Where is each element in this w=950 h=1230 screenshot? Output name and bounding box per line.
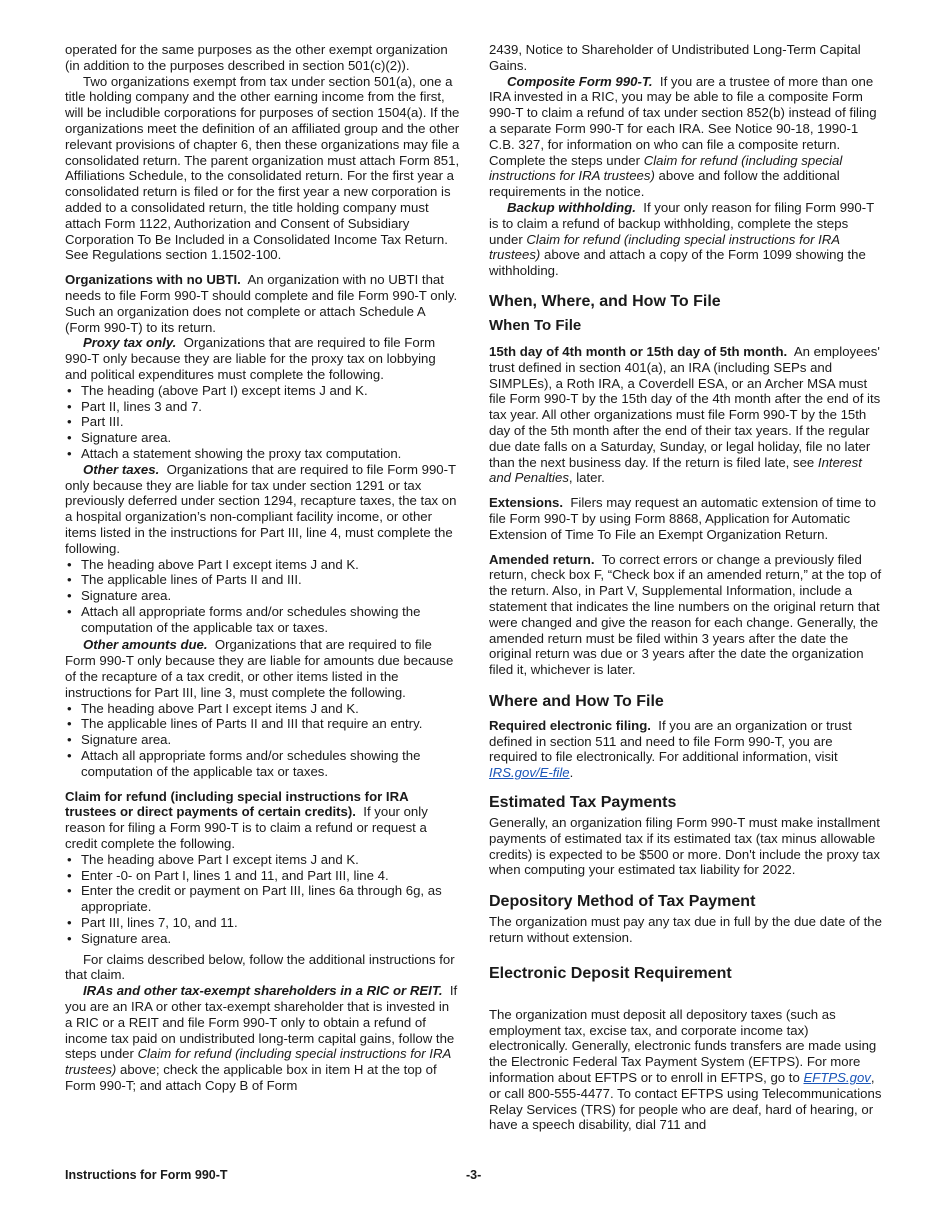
left-column xyxy=(65,42,460,1094)
section-text: Organizations that are required to file Form 990-T only because they are liable for tax under section 1291 or tax previously deferred under section 1294, recapture taxes, the tax on a hospital organization’s non-compliant facility income, or other items listed in the instructions for Part III, line 4, must complete the following. xyxy=(65,461,457,556)
list-item: • Part II, lines 3 and 7. xyxy=(65,399,460,415)
section-heading: 15th day of 4th month or 15th day of 5th month. xyxy=(489,343,788,359)
section-heading: IRAs and other tax-exempt shareholders in a RIC or REIT. xyxy=(83,983,443,999)
due-date-section xyxy=(489,344,884,486)
section-text: If you are an organization or trust defined in section 511 and need to file Form 990-T, you are required to file electronically. For additional information, visit xyxy=(489,717,852,765)
section-heading: Required electronic filing. xyxy=(489,717,651,733)
list-item: • Part III. xyxy=(65,414,460,430)
list-item: • The heading (above Part I) except items J and K. xyxy=(65,383,460,399)
section-text: The organization must deposit all depository taxes (such as employment tax, excise tax, and corporate income tax) electronically. Generally, electronic funds transfers are made using the Electronic Federal Tax Payment System (EFTPS). For more information about EFTPS or to enroll in EFTPS, go to xyxy=(489,1006,877,1086)
list-item: • Enter -0- on Part I, lines 1 and 11, and Part III, line 4. xyxy=(65,868,460,884)
section-heading: Other amounts due. xyxy=(83,637,208,653)
electronic-filing-section xyxy=(489,718,884,781)
section-title: Where and How To File xyxy=(489,692,664,710)
list-item: • Attach all appropriate forms and/or schedules showing the computation of the applicable tax or taxes. xyxy=(65,604,460,636)
section-text: If you are an IRA or other tax-exempt shareholder that is invested in a RIC or a REIT and file Form 990-T only to obtain a refund of income tax paid on undistributed long-term capital gains, follow the steps under xyxy=(65,983,458,1062)
no-ubti-section xyxy=(65,272,460,335)
section-heading: Claim for refund (including special instructions for IRA trustees or direct payments of certain credits). xyxy=(65,788,409,820)
list-item: • The heading above Part I except items J and K. xyxy=(65,701,460,717)
eftps-link[interactable]: EFTPS.gov xyxy=(803,1070,871,1086)
other-taxes-section xyxy=(65,462,460,557)
composite-section xyxy=(489,74,884,200)
section-heading: Proxy tax only. xyxy=(83,335,177,351)
cross-reference: Claim for refund (including special instructions for IRA trustees) xyxy=(489,231,840,263)
section-text: If your only reason for filing Form 990-T is to claim a refund of backup withholding, complete the steps under xyxy=(489,199,874,247)
section-text: An employees' trust defined in section 401(a), an IRA (including SEPs and SIMPLEs), a Roth IRA, a Coverdell ESA, or an Archer MSA must file Form 990-T by the 15th day of the 4th month after the end of its tax year. All other organizations must file Form 990-T by the 15th day of the 5th month after the end of their tax years. If the regular due date falls on a Saturday, Sunday, or legal holiday, file no later than the next business day. If the return is filed late, see xyxy=(489,343,881,470)
paragraph: Two organizations exempt from tax under section 501(a), one a title holding company and the other earning income from the first, will be includible corporations for purposes of section 1504(a). If the organizations meet the definition of an affiliated group and the other relevant provisions of chapter 6, then these organizations may file a consolidated return. The parent organization must attach Form 851, Affiliations Schedule, to the consolidated return. For the first year a consolidated return is filed or for the first year a new corporation is added to a consolidated return, the title holding company must attach Form 1122, Authorization and Consent of Subsidiary Corporation To Be Included in a Consolidated Income Tax Return. See Regulations section 1.1502-100. xyxy=(65,73,460,263)
section-heading: Other taxes. xyxy=(83,461,160,477)
paragraph: For claims described below, follow the additional instructions for that claim. xyxy=(65,951,455,983)
list-item: • Signature area. xyxy=(65,430,460,446)
list-item: • The heading above Part I except items J and K. xyxy=(65,852,460,868)
backup-withholding-section xyxy=(489,200,884,279)
list-item: • The applicable lines of Parts II and III. xyxy=(65,572,460,588)
irs-efile-link[interactable]: IRS.gov/E-file xyxy=(489,765,570,781)
list-item: • Attach a statement showing the proxy tax computation. xyxy=(65,446,460,462)
section-heading: Composite Form 990-T. xyxy=(507,73,653,89)
cross-reference: Claim for refund (including special instructions for IRA trustees) xyxy=(489,152,843,184)
section-text: above; check the applicable box in item H at the top of Form 990-T; and attach Copy B of Form xyxy=(65,1062,437,1093)
cross-reference: Claim for refund (including special instructions for IRA trustees) xyxy=(65,1046,451,1078)
section-text: Filers may request an automatic extension of time to file Form 990-T by using Form 8868, Application for Automatic Extension of Time To File an Exempt Organization Return. xyxy=(489,495,877,542)
section-text: Organizations that are required to file Form 990-T only because they are liable for the proxy tax on lobbying and political expenditures must complete the following. xyxy=(65,335,436,382)
subsection-title: When To File xyxy=(489,316,582,334)
section-text: , later. xyxy=(568,470,605,486)
amended-return-section xyxy=(489,552,884,678)
right-column xyxy=(489,42,884,1133)
proxy-tax-list xyxy=(65,383,460,462)
section-heading: Amended return. xyxy=(489,551,595,567)
section-text: If you are a trustee of more than one IRA invested in a RIC, you may be able to file a composite Form 990-T to claim a refund of tax under section 852(b) instead of filing a separate Form 990-T for each IRA. See Notice 90-18, 1990-1 C.B. 327, for information on who can file a composite return. Complete the steps under xyxy=(489,73,877,168)
paragraph: The organization must pay any tax due in full by the due date of the return without extension. xyxy=(489,914,882,946)
section-heading: Extensions. xyxy=(489,495,564,511)
footer-form-name: Instructions for Form 990-T xyxy=(65,1168,228,1182)
other-amounts-section xyxy=(65,637,460,700)
list-item: • The applicable lines of Parts II and III that require an entry. xyxy=(65,716,460,732)
section-text: If your only reason for filing a Form 990-T is to claim a refund or request a credit complete the following. xyxy=(65,804,428,852)
section-text: To correct errors or change a previously filed return, check box F, “Check box if an amended return,” at the top of the return. Also, in Part V, Supplemental Information, include a statement that indicates the line numbers on the original return that were changed and give the reason for each change. Generally, the amended return must be filed within 3 years after the date the original return was due or 3 years after the date the organization filed it, whichever is later. xyxy=(489,551,882,678)
list-item: • Signature area. xyxy=(65,732,460,748)
list-item: • Signature area. xyxy=(65,931,460,947)
list-item: • Attach all appropriate forms and/or schedules showing the computation of the applicable tax or taxes. xyxy=(65,748,460,780)
claim-refund-section xyxy=(65,789,460,852)
proxy-tax-section xyxy=(65,335,460,382)
section-text: . xyxy=(569,765,574,781)
list-item: • Enter the credit or payment on Part III, lines 6a through 6g, as appropriate. xyxy=(65,883,460,915)
section-text: above and attach a copy of the Form 1099 showing the withholding. xyxy=(489,247,866,279)
paragraph: operated for the same purposes as the other exempt organization (in addition to the purposes described in section 501(c)(2)). xyxy=(65,42,448,73)
section-text: , or call 800-555-4477. To contact EFTPS using Telecommunications Relay Services (TRS) for people who are deaf, hard of hearing, or have a speech disability, dial 711 and xyxy=(489,1070,882,1133)
list-item: • Signature area. xyxy=(65,588,460,604)
claim-refund-list xyxy=(65,852,460,947)
section-title: Electronic Deposit Requirement xyxy=(489,964,732,982)
other-amounts-list xyxy=(65,701,460,780)
section-text: Organizations that are required to file Form 990-T only because they are liable for amounts due because of the recapture of a tax credit, or other items listed in the instructions for Part III, line 3, must complete the following. xyxy=(65,637,454,700)
section-title: Estimated Tax Payments xyxy=(489,794,677,812)
paragraph: 2439, Notice to Shareholder of Undistributed Long-Term Capital Gains. xyxy=(489,42,861,73)
extensions-section xyxy=(489,495,884,542)
section-text: An organization with no UBTI that needs to file Form 990-T should complete and file Form 990-T only. Such an organization does not complete or attach Schedule A (Form 990-T) to its return. xyxy=(65,272,458,335)
footer-page-number: -3- xyxy=(466,1168,482,1182)
section-title: Depository Method of Tax Payment xyxy=(489,893,756,911)
list-item: • The heading above Part I except items J and K. xyxy=(65,557,460,573)
cross-reference: Interest and Penalties xyxy=(489,454,862,486)
other-taxes-list xyxy=(65,557,460,636)
section-title: When, Where, and How To File xyxy=(489,292,721,310)
paragraph: Generally, an organization filing Form 990-T must make installment payments of estimated tax if its estimated tax (tax minus allowable credits) is expected to be $500 or more. Don't include the proxy tax when computing your estimated tax liability for 2022. xyxy=(489,815,881,878)
section-heading: Organizations with no UBTI. xyxy=(65,272,241,288)
section-heading: Backup withholding. xyxy=(507,199,636,215)
iras-section xyxy=(65,983,460,1094)
section-text: above and follow the additional requirements in the notice. xyxy=(489,168,840,200)
list-item: • Part III, lines 7, 10, and 11. xyxy=(65,915,460,931)
electronic-deposit-section xyxy=(489,1007,884,1133)
